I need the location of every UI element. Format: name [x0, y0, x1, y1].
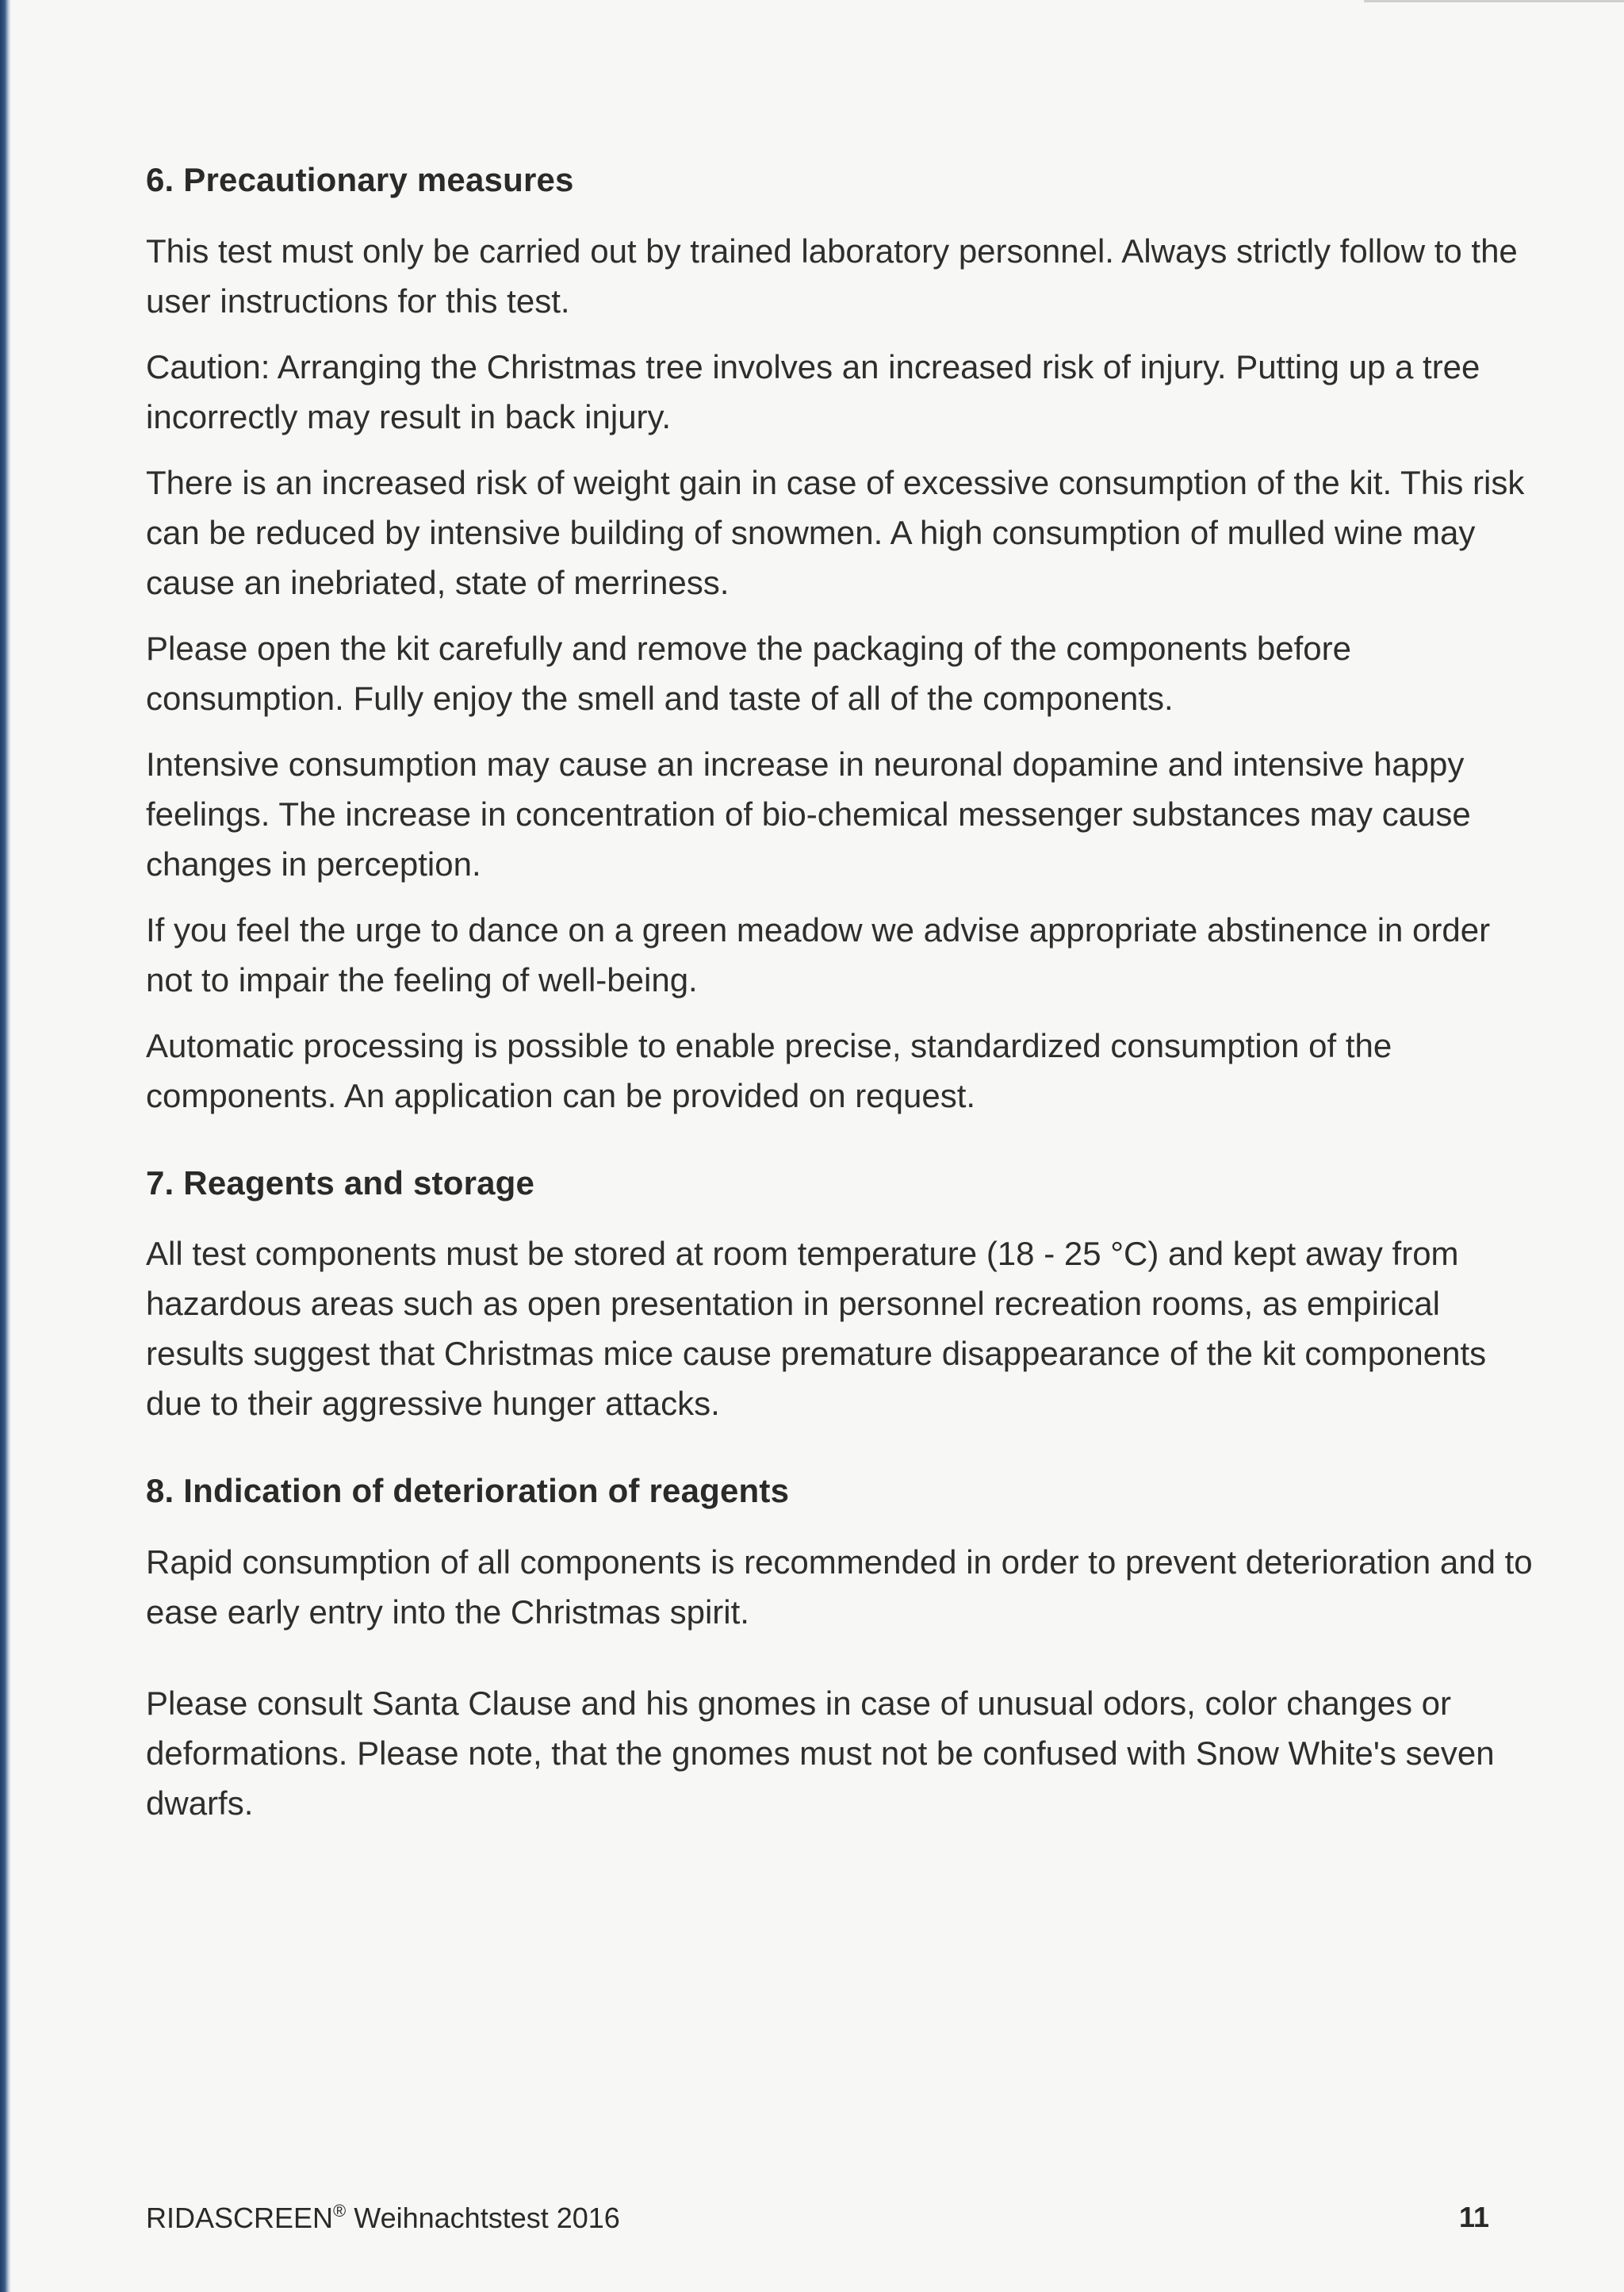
- footer-brand: RIDASCREEN: [146, 2202, 334, 2234]
- section-precautionary-measures: [146, 159, 1542, 1121]
- section-heading: 8. Indication of deterioration of reagents: [146, 1472, 790, 1510]
- section-heading: 6. Precautionary measures: [146, 161, 574, 198]
- paragraph: Please open the kit carefully and remove the packaging of the components before consumption. Fully enjoy the smell and taste of all of the components.: [146, 629, 1351, 717]
- paragraph: Intensive consumption may cause an increase in neuronal dopamine and intensive happy feelings. The increase in concentration of bio-chemical messenger substances may cause changes in perception.: [146, 745, 1471, 883]
- section-heading: 7. Reagents and storage: [146, 1163, 535, 1202]
- page-footer: [146, 2201, 1529, 2248]
- paragraph: Rapid consumption of all components is recommended in order to prevent deterioration and to ease early entry into the Christmas spirit.: [146, 1543, 1533, 1631]
- footer-product: Weihnachtstest 2016: [346, 2202, 620, 2234]
- trademark-symbol: ®: [333, 2201, 347, 2221]
- paragraph: All test components must be stored at room temperature (18 - 25 °C) and kept away from hazardous areas such as open presentation in personnel recreation rooms, as empirical results suggest that Christmas mice cause premature disappearance of the kit components due to their aggressive hunger attacks.: [146, 1235, 1487, 1423]
- document-body: [146, 159, 1542, 1869]
- paragraph: Automatic processing is possible to enable precise, standardized consumption of the components. An application can be provided on request.: [146, 1026, 1392, 1114]
- section-indication-of-deterioration: [146, 1470, 1542, 1828]
- page-top-edge: [1364, 0, 1624, 2]
- paragraph: If you feel the urge to dance on a green meadow we advise appropriate abstinence in order not to impair the feeling of well-being.: [146, 910, 1491, 998]
- paragraph: This test must only be carried out by trained laboratory personnel. Always strictly follow to the user instructions for this test.: [146, 232, 1518, 320]
- paragraph: Caution: Arranging the Christmas tree involves an increased risk of injury. Putting up a tree incorrectly may result in back injury.: [146, 347, 1480, 435]
- footer-product-name: [146, 2201, 620, 2235]
- paragraph: There is an increased risk of weight gain in case of excessive consumption of the kit. This risk can be reduced by intensive building of snowmen. A high consumption of mulled wine may cause an inebriated, state of merriness.: [146, 463, 1525, 601]
- section-reagents-and-storage: [146, 1162, 1542, 1429]
- page-binding-edge: [0, 0, 11, 2292]
- paragraph: Please consult Santa Clause and his gnomes in case of unusual odors, color changes or deformations. Please note, that the gnomes must not be confused with Snow White's seven dwarfs.: [146, 1684, 1495, 1822]
- page-number: 11: [1458, 2201, 1489, 2233]
